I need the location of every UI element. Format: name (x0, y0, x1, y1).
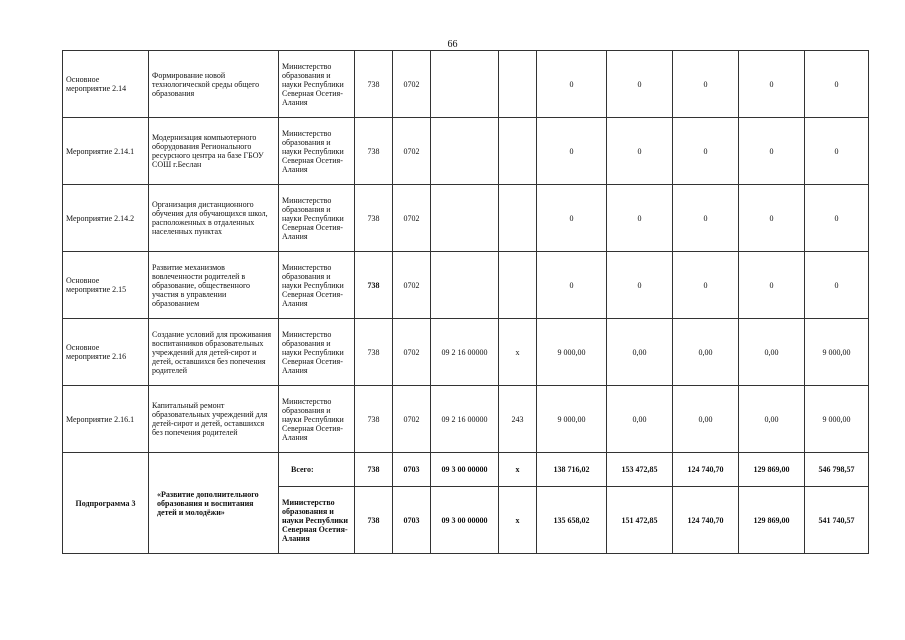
row-value-4: 0 (739, 51, 805, 118)
row-csr: 09 2 16 00000 (431, 386, 499, 453)
subprogram-total-rzpr: 0703 (393, 453, 431, 487)
page-number: 66 (447, 39, 458, 50)
table-row (63, 252, 869, 319)
row-grbs: 738 (355, 51, 393, 118)
row-csr (431, 118, 499, 185)
subprogram-total-row (63, 453, 869, 487)
subprogram-ministry-rzpr: 0703 (393, 487, 431, 554)
subprogram-ministry-executor: Министерство образования и науки Республики Северная Осетия-Алания (279, 487, 355, 554)
row-value-1: 0 (537, 185, 607, 252)
row-vr: 243 (499, 386, 537, 453)
row-name: Мероприятие 2.14.1 (63, 118, 149, 185)
row-name: Основное мероприятие 2.14 (63, 51, 149, 118)
row-value-2: 0 (607, 252, 673, 319)
subprogram-total-csr: 09 3 00 00000 (431, 453, 499, 487)
subprogram-total-grbs: 738 (355, 453, 393, 487)
subprogram-ministry-value-2: 151 472,85 (607, 487, 673, 554)
row-value-5: 0 (805, 252, 869, 319)
row-grbs: 738 (355, 252, 393, 319)
row-executor: Министерство образования и науки Республики Северная Осетия-Алания (279, 185, 355, 252)
row-value-1: 0 (537, 118, 607, 185)
row-grbs: 738 (355, 185, 393, 252)
row-vr (499, 51, 537, 118)
subprogram-ministry-value-5: 541 740,57 (805, 487, 869, 554)
row-vr (499, 252, 537, 319)
row-description: Модернизация компьютерного оборудования Регионального ресурсного центра на базе ГБОУ СОШ г.Беслан (149, 118, 279, 185)
row-value-3: 0 (673, 118, 739, 185)
row-value-4: 0 (739, 185, 805, 252)
row-name: Мероприятие 2.16.1 (63, 386, 149, 453)
row-csr (431, 51, 499, 118)
row-name: Основное мероприятие 2.16 (63, 319, 149, 386)
row-value-4: 0 (739, 118, 805, 185)
subprogram-ministry-csr: 09 3 00 00000 (431, 487, 499, 554)
subprogram-name: Подпрограмма 3 (63, 453, 149, 554)
budget-table (62, 50, 869, 554)
row-executor: Министерство образования и науки Республики Северная Осетия-Алания (279, 118, 355, 185)
row-value-3: 0 (673, 185, 739, 252)
subprogram-ministry-value-4: 129 869,00 (739, 487, 805, 554)
row-value-1: 9 000,00 (537, 386, 607, 453)
row-rzpr: 0702 (393, 51, 431, 118)
row-vr (499, 118, 537, 185)
row-value-2: 0 (607, 51, 673, 118)
row-value-4: 0 (739, 252, 805, 319)
row-rzpr: 0702 (393, 118, 431, 185)
row-value-4: 0,00 (739, 386, 805, 453)
row-value-3: 0 (673, 252, 739, 319)
row-value-3: 0,00 (673, 386, 739, 453)
row-value-3: 0,00 (673, 319, 739, 386)
row-executor: Министерство образования и науки Республики Северная Осетия-Алания (279, 319, 355, 386)
table-row (63, 386, 869, 453)
subprogram-total-value-2: 153 472,85 (607, 453, 673, 487)
row-executor: Министерство образования и науки Республики Северная Осетия-Алания (279, 252, 355, 319)
row-csr (431, 252, 499, 319)
row-csr: 09 2 16 00000 (431, 319, 499, 386)
row-value-1: 9 000,00 (537, 319, 607, 386)
row-rzpr: 0702 (393, 252, 431, 319)
subprogram-total-value-5: 546 798,57 (805, 453, 869, 487)
subprogram-total-value-4: 129 869,00 (739, 453, 805, 487)
row-value-1: 0 (537, 51, 607, 118)
subprogram-total-vr: x (499, 453, 537, 487)
subprogram-ministry-vr: x (499, 487, 537, 554)
subprogram-description: «Развитие дополнительного образования и воспитания детей и молодёжи» (149, 453, 279, 554)
subprogram-total-label: Всего: (279, 453, 355, 487)
row-vr (499, 185, 537, 252)
subprogram-total-value-1: 138 716,02 (537, 453, 607, 487)
row-value-1: 0 (537, 252, 607, 319)
row-name: Мероприятие 2.14.2 (63, 185, 149, 252)
subprogram-total-value-3: 124 740,70 (673, 453, 739, 487)
row-value-5: 9 000,00 (805, 319, 869, 386)
row-value-2: 0 (607, 185, 673, 252)
row-grbs: 738 (355, 319, 393, 386)
row-name: Основное мероприятие 2.15 (63, 252, 149, 319)
row-value-5: 9 000,00 (805, 386, 869, 453)
row-value-3: 0 (673, 51, 739, 118)
row-value-2: 0,00 (607, 386, 673, 453)
table-row (63, 51, 869, 118)
subprogram-ministry-value-1: 135 658,02 (537, 487, 607, 554)
subprogram-ministry-value-3: 124 740,70 (673, 487, 739, 554)
row-rzpr: 0702 (393, 386, 431, 453)
row-value-4: 0,00 (739, 319, 805, 386)
row-grbs: 738 (355, 118, 393, 185)
table-body (63, 51, 869, 554)
row-rzpr: 0702 (393, 185, 431, 252)
row-rzpr: 0702 (393, 319, 431, 386)
table-row (63, 118, 869, 185)
row-value-5: 0 (805, 118, 869, 185)
row-vr: x (499, 319, 537, 386)
table-row (63, 185, 869, 252)
row-csr (431, 185, 499, 252)
subprogram-ministry-grbs: 738 (355, 487, 393, 554)
row-description: Формирование новой технологической среды общего образования (149, 51, 279, 118)
row-executor: Министерство образования и науки Республики Северная Осетия-Алания (279, 386, 355, 453)
row-description: Развитие механизмов вовлеченности родителей в образование, общественного участия в управлении образованием (149, 252, 279, 319)
row-description: Организация дистанционного обучения для обучающихся школ, расположенных в отдаленных населенных пунктах (149, 185, 279, 252)
table-row (63, 319, 869, 386)
row-description: Капитальный ремонт образовательных учреждений для детей-сирот и детей, оставшихся без попечения родителей (149, 386, 279, 453)
row-value-2: 0,00 (607, 319, 673, 386)
row-executor: Министерство образования и науки Республики Северная Осетия-Алания (279, 51, 355, 118)
row-value-5: 0 (805, 185, 869, 252)
row-grbs: 738 (355, 386, 393, 453)
row-value-2: 0 (607, 118, 673, 185)
row-description: Создание условий для проживания воспитанников образовательных учреждений для детей-сирот и детей, оставшихся без попечения родителей (149, 319, 279, 386)
row-value-5: 0 (805, 51, 869, 118)
